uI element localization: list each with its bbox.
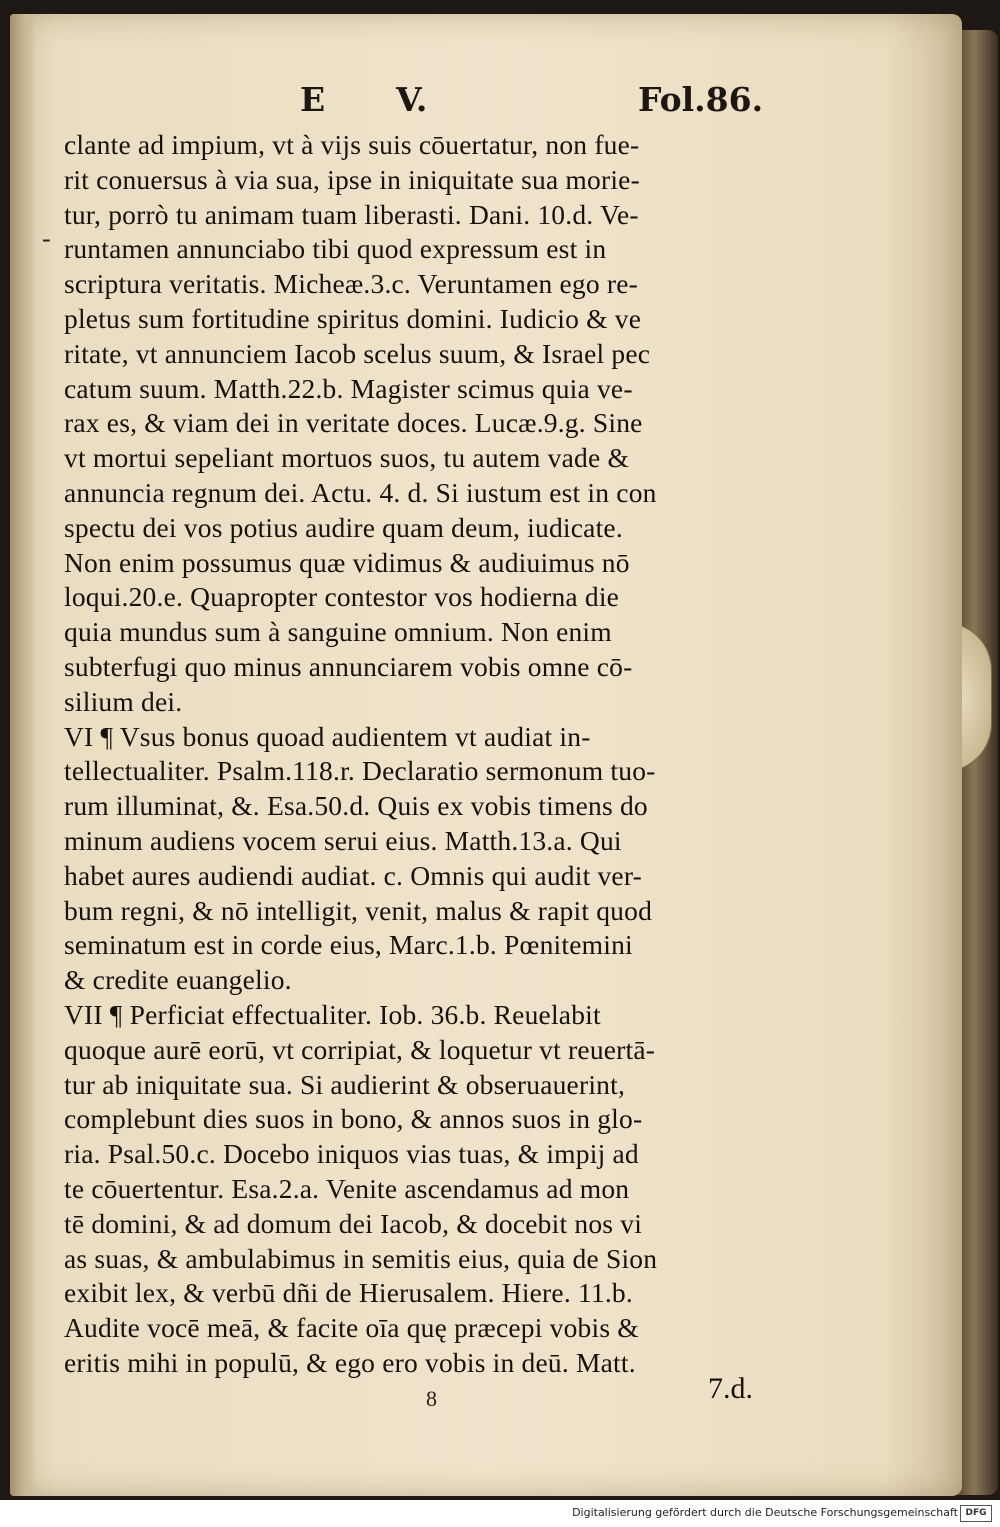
text-line: seminatum est in corde eius, Marc.1.b. Pœnitemini: [64, 929, 633, 961]
text-line: eritis mihi in populū, & ego ero vobis in deū. Matt.: [64, 1346, 636, 1378]
page-gutter: [10, 14, 36, 1496]
text-line: bum regni, & nō intelligit, venit, malus & rapit quod: [64, 894, 653, 926]
text-line: te cōuertentur. Esa.2.a. Venite ascendamus ad mon: [64, 1172, 630, 1204]
text-line: minum audiens vocem serui eius. Matth.13.a. Qui: [64, 824, 622, 856]
text-line: habet aures audiendi audiat. c. Omnis qui audit ver-: [64, 859, 643, 891]
text-line: loqui.20.e. Quapropter contestor vos hodierna die: [64, 581, 620, 613]
dfg-logo: DFG: [960, 1505, 992, 1522]
catchword: 7.d.: [708, 1372, 753, 1405]
text-line: scriptura veritatis. Micheæ.3.c. Veruntamen ego re-: [64, 268, 639, 300]
text-line: ria. Psal.50.c. Docebo iniquos vias tuas, & impij ad: [64, 1138, 639, 1170]
text-line: runtamen annunciabo tibi quod expressum est in: [64, 233, 607, 265]
text-line: catum suum. Matth.22.b. Magister scimus quia ve-: [64, 372, 633, 404]
text-line: as suas, & ambulabimus in semitis eius, quia de Sion: [64, 1242, 658, 1274]
text-line: spectu dei vos potius audire quam deum, iudicate.: [64, 511, 623, 543]
book-page: [10, 14, 962, 1496]
text-line: rum illuminat, &. Esa.50.d. Quis ex vobis timens do: [64, 790, 648, 822]
text-line: pletus sum fortitudine spiritus domini. Iudicio & ve: [64, 302, 642, 334]
text-line: annuncia regnum dei. Actu. 4. d. Si iustum est in con: [64, 476, 657, 508]
text-line: tur, porrò tu animam tuam liberasti. Dani. 10.d. Ve-: [64, 198, 639, 230]
text-line: complebunt dies suos in bono, & annos suos in glo-: [64, 1103, 643, 1135]
margin-mark: -: [42, 224, 51, 253]
text-line: subterfugi quo minus annunciarem vobis omne cō-: [64, 650, 633, 682]
text-line: tellectualiter. Psalm.118.r. Declaratio sermonum tuo-: [64, 755, 656, 787]
running-header: [10, 80, 962, 130]
text-line: exibit lex, & verbū dñi de Hierusalem. Hiere. 11.b.: [64, 1277, 633, 1309]
text-line: tē domini, & ad domum dei Iacob, & docebit nos vi: [64, 1207, 643, 1239]
section-heading-vii: VII ¶ Perficiat effectualiter. Iob. 36.b. Reuelabit: [64, 998, 601, 1030]
body-text: [64, 128, 800, 1381]
text-line: Audite vocē meā, & facite oīa quę præcepi vobis &: [64, 1312, 639, 1344]
text-line: quia mundus sum à sanguine omnium. Non enim: [64, 616, 612, 648]
section-heading-vi: VI ¶ Vsus bonus quoad audientem vt audiat in-: [64, 720, 591, 752]
text-line: quoque aurē eorū, vt corripiat, & loquetur vt reuertā-: [64, 1033, 656, 1065]
header-signature-left: E: [300, 80, 326, 119]
text-line: rit conuersus à via sua, ipse in iniquitate sua morie-: [64, 163, 640, 195]
signature-mark: 8: [426, 1386, 437, 1411]
text-line: rax es, & viam dei in veritate doces. Lucæ.9.g. Sine: [64, 407, 643, 439]
footer-bar: [0, 1500, 1000, 1527]
text-line: & credite euangelio.: [64, 964, 292, 996]
text-line: vt mortui sepeliant mortuos suos, tu autem vade &: [64, 442, 630, 474]
text-line: silium dei.: [64, 685, 183, 717]
text-line: ritate, vt annunciem Iacob scelus suum, & Israel pec: [64, 337, 651, 369]
text-line: Non enim possumus quæ vidimus & audiuimus nō: [64, 546, 630, 578]
text-line: clante ad impium, vt à vijs suis cōuertatur, non fue-: [64, 129, 640, 160]
funding-credit: Digitalisierung gefördert durch die Deutsche Forschungsgemeinschaft: [572, 1506, 958, 1519]
folio-number: Fol.86.: [638, 80, 764, 119]
text-line: tur ab iniquitate sua. Si audierint & obseruauerint,: [64, 1068, 626, 1100]
header-signature-right: V.: [396, 80, 428, 119]
